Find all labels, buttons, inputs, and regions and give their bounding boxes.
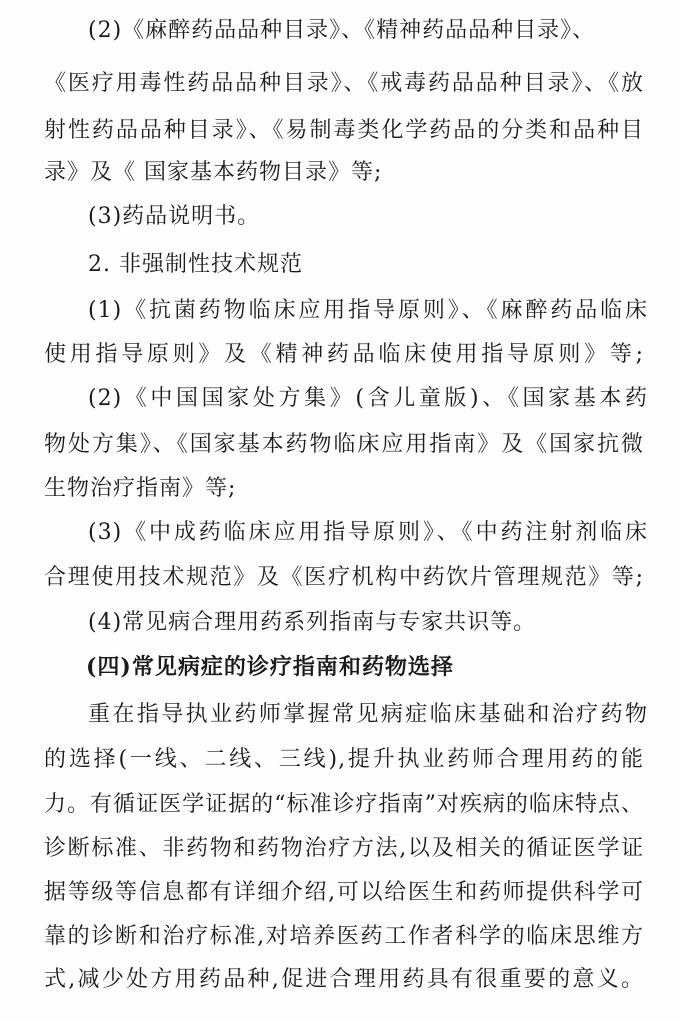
text-line: 录》及《 国家基本药物目录》等; <box>44 160 383 185</box>
text-line: (2)《麻醉药品品种目录》、《精神药品品种目录》、 <box>88 18 596 43</box>
text-line: 重在指导执业药师掌握常见病症临床基础和治疗药物 <box>88 702 648 727</box>
text-line: 诊断标准、非药物和药物治疗方法,以及相关的循证医学证 <box>44 836 644 861</box>
text-line: 靠的诊断和治疗标准,对培养医药工作者科学的临床思维方 <box>44 924 644 949</box>
text-line: (1)《抗菌药物临床应用指导原则》、《麻醉药品临床 <box>88 298 648 323</box>
text-line: 使用指导原则》及《精神药品临床使用指导原则》等; <box>44 342 644 367</box>
text-line: 据等级等信息都有详细介绍,可以给医生和药师提供科学可 <box>44 880 644 905</box>
text-line: 式,减少处方用药品种,促进合理用药具有很重要的意义。 <box>44 967 644 992</box>
text-line: 的选择(一线、二线、三线),提升执业药师合理用药的能 <box>44 747 644 772</box>
text-line: 射性药品品种目录》、《易制毒类化学药品的分类和品种目 <box>44 118 644 143</box>
text-line: 力。有循证医学证据的“标准诊疗指南”对疾病的临床特点、 <box>44 792 644 817</box>
text-line: (3)药品说明书。 <box>88 204 261 229</box>
subsection-heading: (四)常见病症的诊疗指南和药物选择 <box>86 654 454 680</box>
text-line: (4)常见病合理用药系列指南与专家共识等。 <box>88 610 537 635</box>
text-line: 《医疗用毒性药品品种目录》、《戒毒药品品种目录》、《放 <box>44 71 644 96</box>
text-line: (3)《中成药临床应用指导原则》、《中药注射剂临床 <box>88 520 648 545</box>
text-line: 物处方集》、《国家基本药物临床应用指南》及《国家抗微 <box>44 432 644 457</box>
section-heading: 2. 非强制性技术规范 <box>88 252 303 277</box>
text-line: (2)《中国国家处方集》(含儿童版)、《国家基本药 <box>88 386 648 411</box>
text-line: 合理使用技术规范》及《医疗机构中药饮片管理规范》等; <box>44 565 644 590</box>
text-line: 生物治疗指南》等; <box>44 476 237 501</box>
